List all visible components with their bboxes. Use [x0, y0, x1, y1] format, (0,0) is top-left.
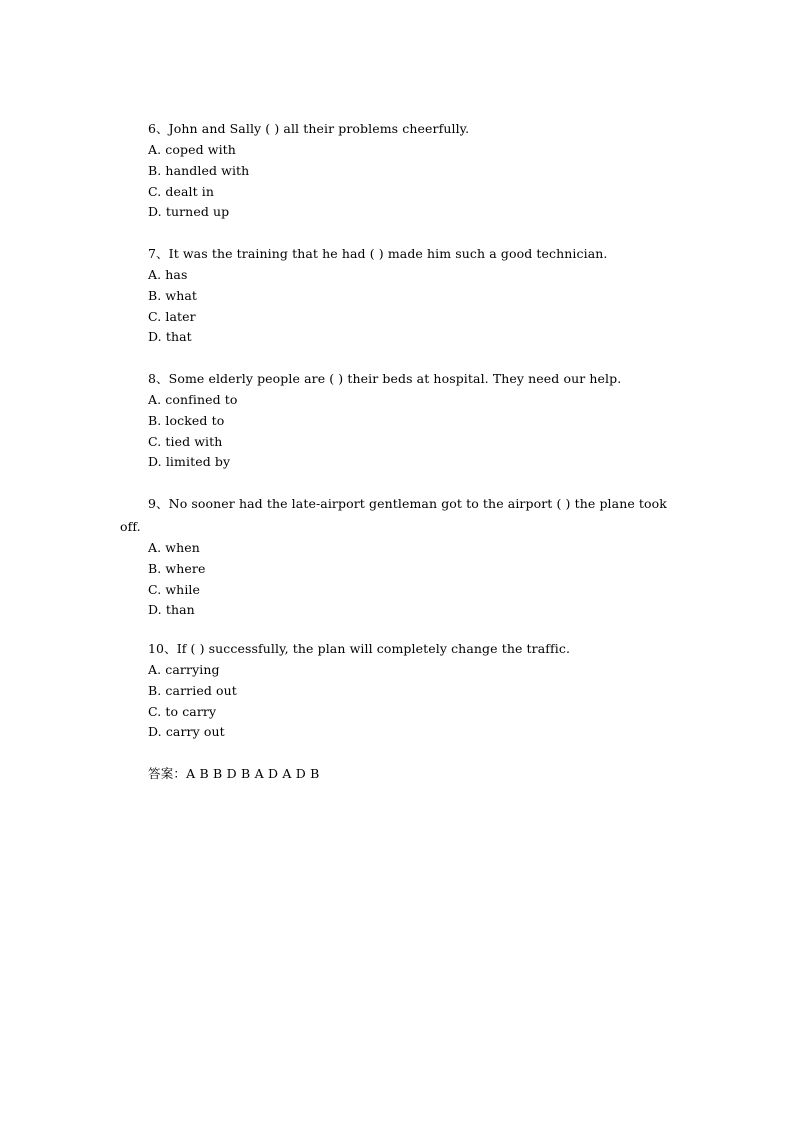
- option-b: B. where: [148, 560, 206, 576]
- question-10: [120, 637, 680, 743]
- option-b: B. locked to: [148, 412, 225, 428]
- option-a: A. when: [148, 540, 200, 555]
- question-stem: 7、It was the training that he had ( ) made him such a good technician.: [148, 246, 608, 261]
- option-c: C. to carry: [148, 703, 217, 719]
- option-b: B. handled with: [148, 162, 250, 178]
- question-6: [120, 117, 680, 223]
- option-a: A. confined to: [148, 392, 238, 407]
- question-8: [120, 367, 680, 473]
- question-stem: 10、If ( ) successfully, the plan will completely change the traffic.: [148, 641, 571, 656]
- option-c: C. later: [148, 308, 196, 324]
- option-d: D. that: [148, 329, 192, 345]
- question-stem: 9、No sooner had the late-airport gentleman got to the airport ( ) the plane took off.: [120, 496, 667, 534]
- option-d: D. turned up: [148, 204, 230, 220]
- option-a: A. has: [148, 267, 188, 282]
- option-list: [120, 660, 680, 743]
- option-b: B. what: [148, 287, 198, 303]
- option-c: C. tied with: [148, 433, 223, 449]
- question-7: [120, 242, 680, 348]
- option-a: A. carrying: [148, 662, 220, 677]
- option-list: [120, 140, 680, 223]
- option-a: A. coped with: [148, 142, 236, 157]
- option-d: D. than: [148, 602, 195, 618]
- option-c: C. while: [148, 581, 201, 597]
- option-list: [120, 390, 680, 473]
- answer-key: 答案：A B B D B A D A D B: [148, 766, 320, 781]
- question-stem: 8、Some elderly people are ( ) their beds at hospital. They need our help.: [148, 371, 622, 386]
- option-list: [120, 538, 680, 621]
- option-b: B. carried out: [148, 682, 237, 698]
- option-list: [120, 265, 680, 348]
- option-c: C. dealt in: [148, 183, 215, 199]
- question-stem: 6、John and Sally ( ) all their problems cheerfully.: [148, 121, 470, 136]
- option-d: D. limited by: [148, 454, 231, 470]
- option-d: D. carry out: [148, 724, 225, 740]
- question-9: [120, 492, 680, 621]
